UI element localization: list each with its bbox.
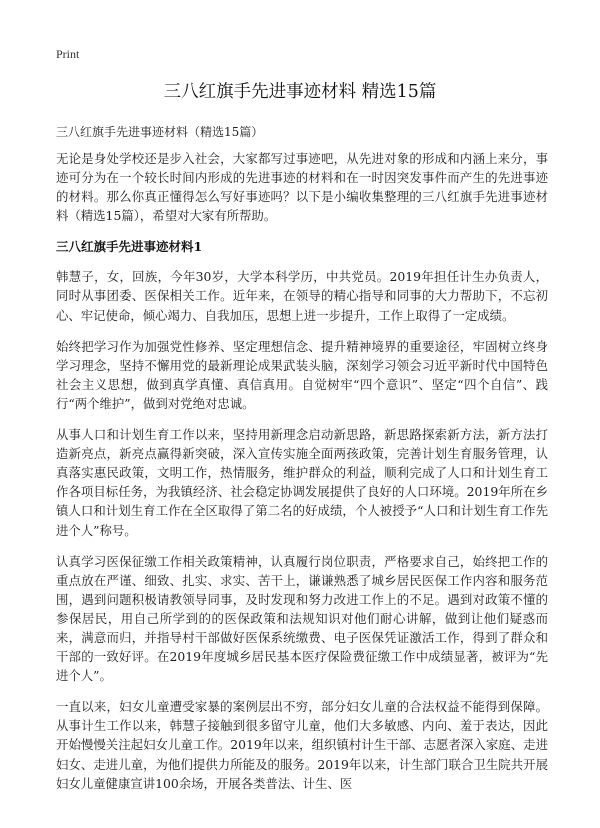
page-title: 三八红旗手先进事迹材料 精选15篇	[163, 82, 437, 102]
document-subtitle: 三八红旗手先进事迹材料（精选15篇）	[56, 125, 264, 139]
body-paragraph: 从事人口和计划生育工作以来，坚持用新理念启动新思路，新思路探索新方法，新方法打造新亮点，新亮点赢得新突破，深入宣传实施全面两孩政策，完善计划生育服务管理，认真落实惠民政策，文明工作，热情服务，维护群众的利益，顺利完成了人口和计划生育工作各项目标任务，为我镇经济、社会稳定协调发展提供了良好的人口环境。2019年所在乡镇人口和计划生育工作在全区取得了第二名的好成绩，个人被授予“人口和计划生育工作先进个人”称号。	[56, 427, 548, 538]
intro-paragraph: 无论是身处学校还是步入社会，大家都写过事迹吧，从先进对象的形成和内涵上来分，事迹可分为在一个较长时间内形成的先进事迹的材料和在一时因突发事件而产生的先进事迹的材料。那么你真正懂得怎么写好事迹吗？以下是小编收集整理的三八红旗手先进事迹材料（精选15篇），希望对大家有所帮助。	[56, 151, 548, 224]
print-link[interactable]: Print	[56, 47, 80, 61]
body-paragraph: 韩慧子，女，回族，今年30岁，大学本科学历，中共党员。2019年担任计生办负责人，同时从事团委、医保相关工作。近年来，在领导的精心指导和同事的大力帮助下，不忘初心、牢记使命，倾心竭力、自我加压，思想上进一步提升，工作上取得了一定成绩。	[56, 269, 548, 323]
body-paragraph: 认真学习医保征缴工作相关政策精神，认真履行岗位职责，严格要求自己，始终把工作的重点放在严谨、细致、扎实、求实、苦干上，谦谦熟悉了城乡居民医保工作内容和服务范围，遇到问题积极请教领导同事，及时发现和努力改进工作上的不足。遇到对政策不懂的参保居民，用自己所学到的的医保政策和法规知识对他们耐心讲解，做到让他们疑惑而来，满意而归，并指导村干部做好医保系统缴费、电子医保凭证激活工作，得到了群众和干部的一致好评。在2019年度城乡居民基本医疗保险费征缴工作中成绩显著，被评为“先进个人”。	[56, 553, 548, 684]
body-paragraph: 一直以来，妇女儿童遭受家暴的案例层出不穷，部分妇女儿童的合法权益不能得到保障。从事计生工作以来，韩慧子接触到很多留守儿童，他们大多敏感、内向、羞于表达，因此开始慢慢关注起妇女儿童工作。2019年以来，组织镇村计生干部、志愿者深入家庭、走进妇女、走进儿童，为他们提供力所能及的服务。2019年以来，计生部门联合卫生院共开展妇女儿童健康宣讲100余场，开展各类普法、计生、医	[56, 699, 548, 791]
article-body	[56, 149, 548, 805]
section-heading: 三八红旗手先进事迹材料1	[56, 239, 203, 255]
body-paragraph: 始终把学习作为加强党性修养、坚定理想信念、提升精神境界的重要途径，牢固树立终身学习理念，坚持不懈用党的最新理论成果武装头脑，深刻学习领会习近平新时代中国特色社会主义思想，做到真学真懂、真信真用。自觉树牢“四个意识”、坚定“四个自信”、践行“两个维护”，做到对党绝对忠诚。	[56, 338, 548, 411]
